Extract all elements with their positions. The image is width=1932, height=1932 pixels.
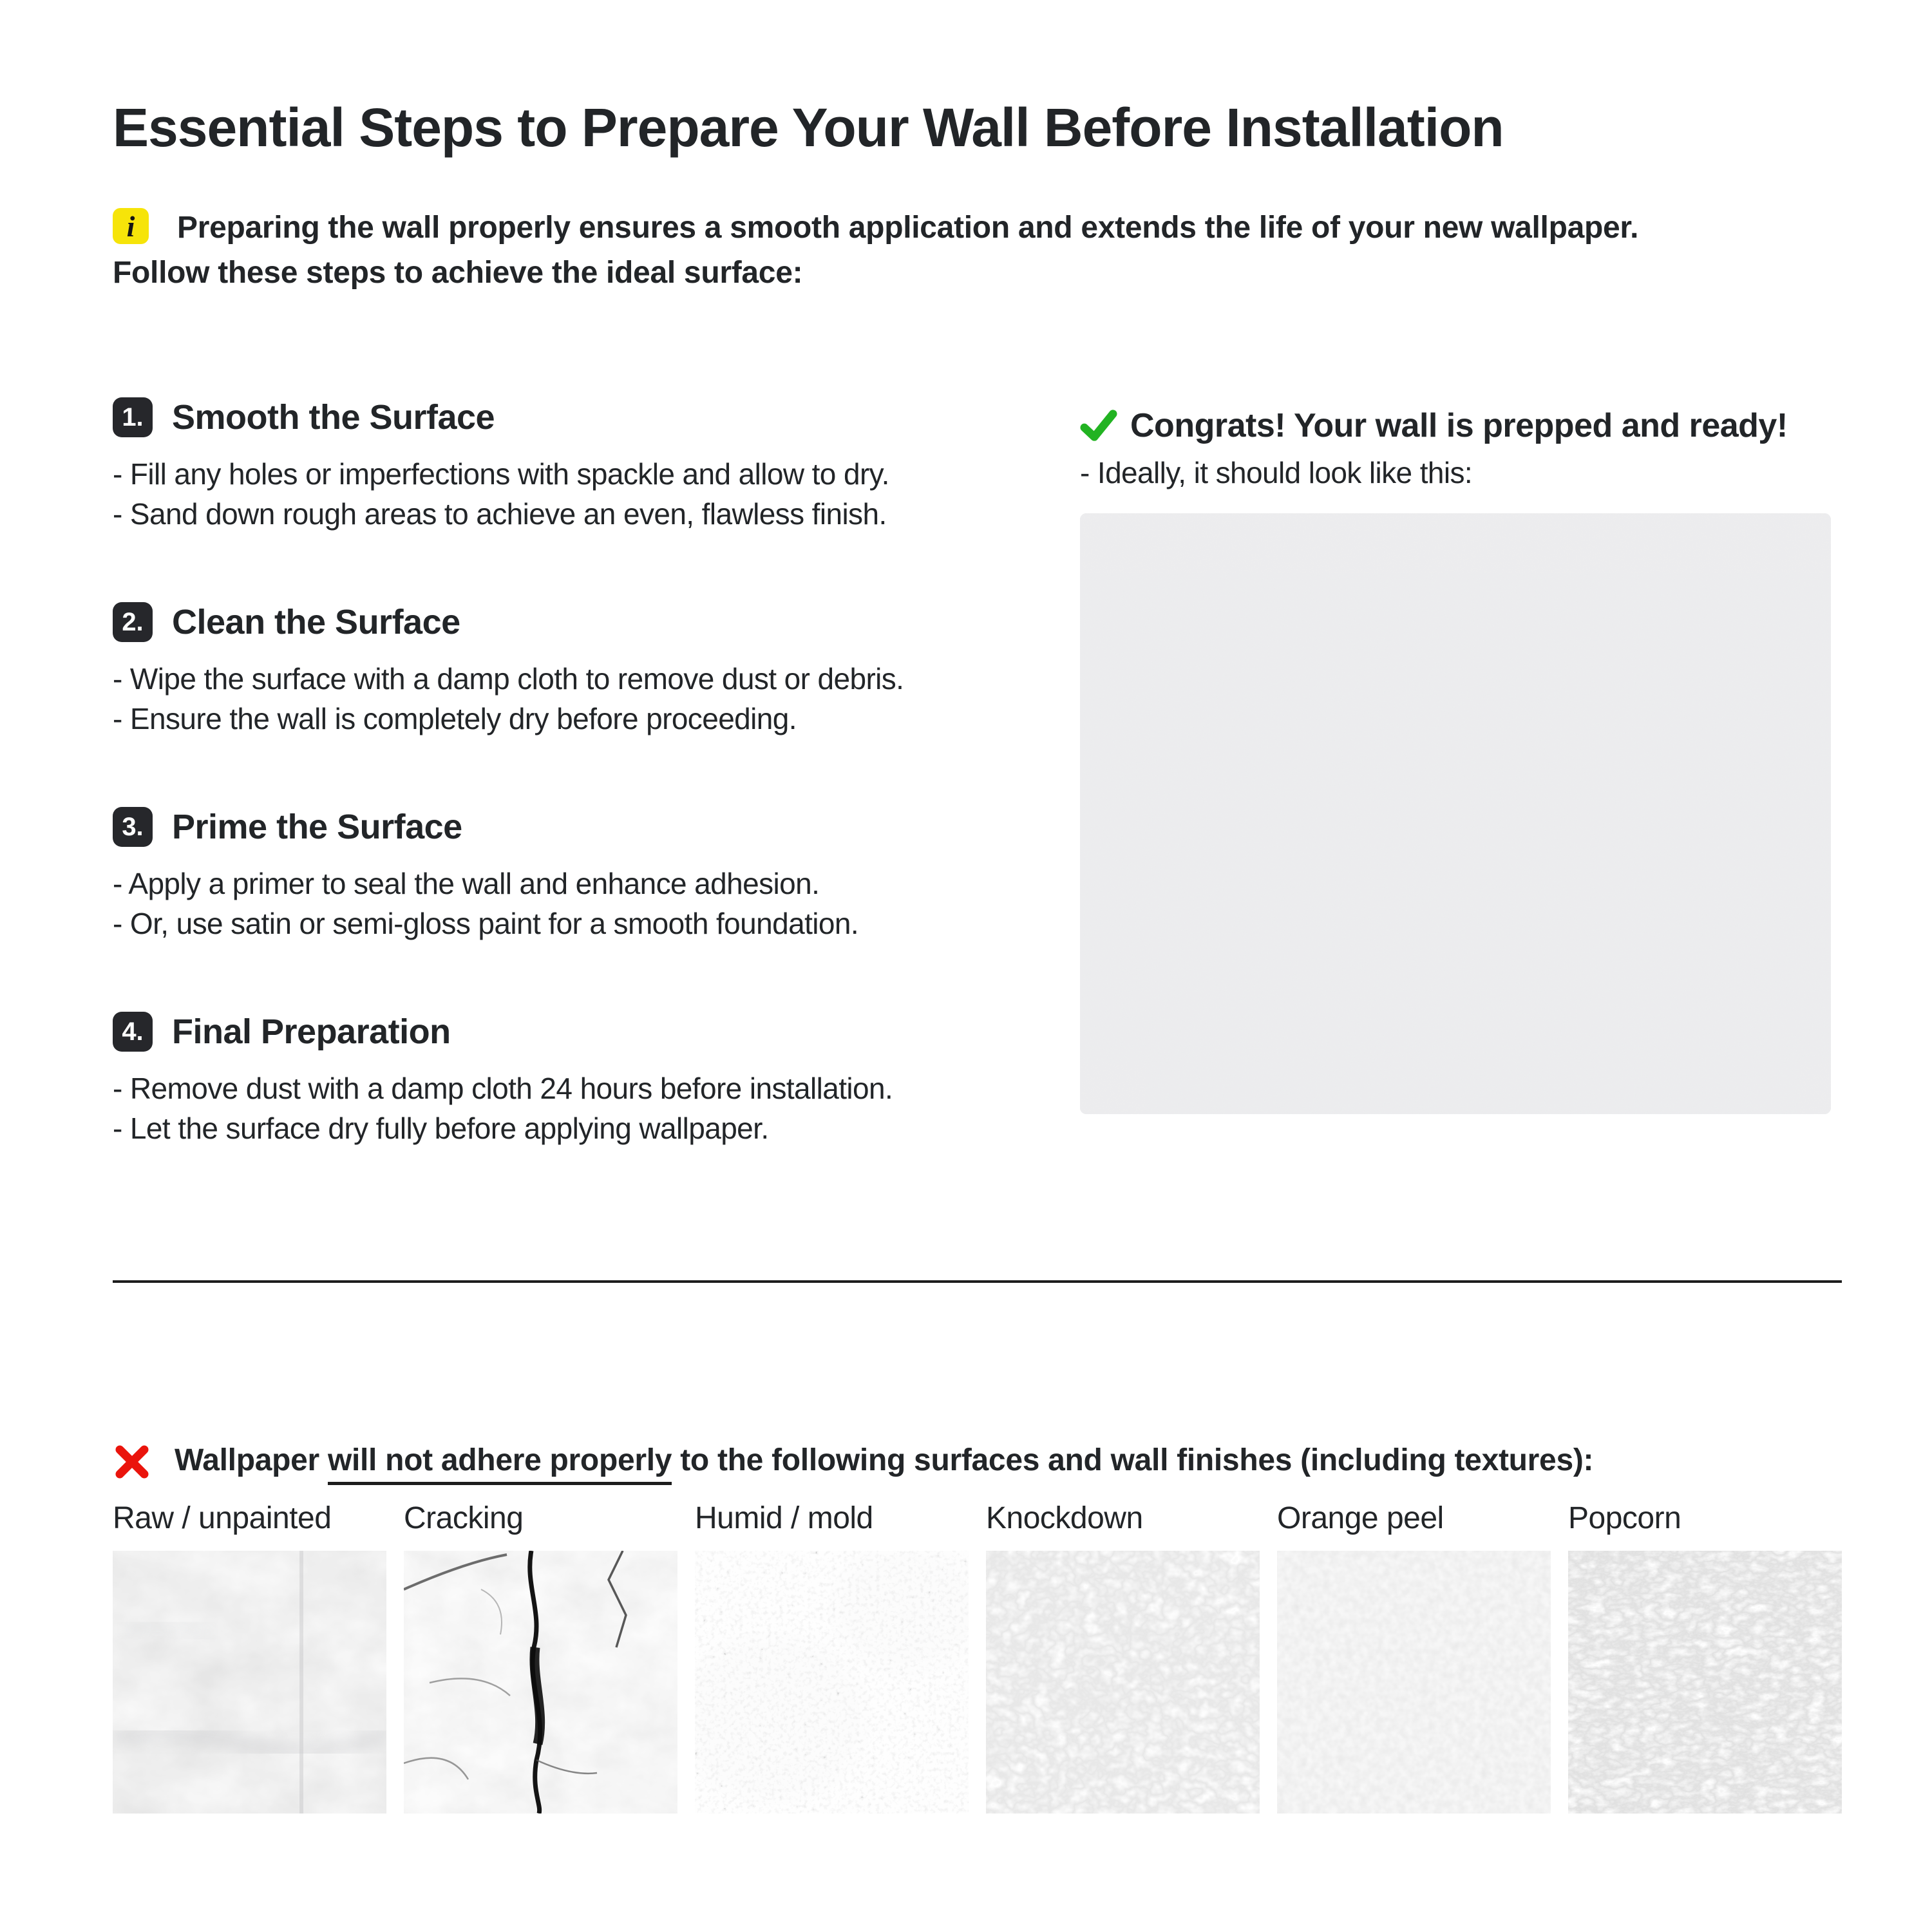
prepped-wall-image xyxy=(1080,513,1831,1114)
surface-knockdown xyxy=(986,1501,1260,1814)
section-divider xyxy=(113,1280,1842,1283)
surface-humid-mold xyxy=(695,1501,969,1814)
success-title: Congrats! Your wall is prepped and ready! xyxy=(1130,407,1788,444)
texture-cracking-image xyxy=(404,1551,677,1814)
step-1-bullet-1: - Fill any holes or imperfections with spackle and allow to dry. xyxy=(113,457,889,491)
check-icon xyxy=(1080,407,1117,444)
texture-raw-unpainted-image xyxy=(113,1551,386,1814)
success-subtitle: - Ideally, it should look like this: xyxy=(1080,456,1473,489)
page-title: Essential Steps to Prepare Your Wall Before Installation xyxy=(113,97,1504,158)
step-3 xyxy=(113,807,1014,943)
step-1-bullet-2: - Sand down rough areas to achieve an even, flawless finish. xyxy=(113,497,887,531)
step-1-number-badge: 1. xyxy=(113,397,153,437)
warning-text xyxy=(175,1441,1593,1480)
warning-text-underlined: will not adhere properly xyxy=(328,1443,672,1485)
content-columns xyxy=(113,397,1842,1148)
surface-label: Humid / mold xyxy=(695,1501,873,1535)
surface-label: Cracking xyxy=(404,1501,524,1535)
info-icon: i xyxy=(113,208,149,244)
step-3-title: Prime the Surface xyxy=(172,808,462,846)
step-1-title: Smooth the Surface xyxy=(172,398,495,437)
step-4-number-badge: 4. xyxy=(113,1012,153,1052)
surface-label: Raw / unpainted xyxy=(113,1501,332,1535)
texture-humid-mold-image xyxy=(695,1551,969,1814)
bad-surfaces-grid xyxy=(113,1501,1842,1814)
texture-knockdown-image xyxy=(986,1551,1260,1814)
step-4-bullet-2: - Let the surface dry fully before applying wallpaper. xyxy=(113,1112,769,1145)
surface-popcorn xyxy=(1568,1501,1842,1814)
step-3-bullet-1: - Apply a primer to seal the wall and enhance adhesion. xyxy=(113,867,820,900)
surface-cracking xyxy=(404,1501,677,1814)
warning-section xyxy=(113,1441,1842,1481)
step-2 xyxy=(113,602,1014,739)
step-3-number-badge: 3. xyxy=(113,807,153,847)
intro-text-line1: Preparing the wall properly ensures a smooth application and extends the life of your new wallpaper. xyxy=(177,211,1639,245)
steps-column xyxy=(113,397,1014,1148)
surface-label: Orange peel xyxy=(1277,1501,1444,1535)
step-4-bullet-1: - Remove dust with a damp cloth 24 hours before installation. xyxy=(113,1072,893,1105)
x-icon xyxy=(113,1443,151,1481)
texture-orange-peel-image xyxy=(1277,1551,1551,1814)
step-1 xyxy=(113,397,1014,534)
surface-label: Knockdown xyxy=(986,1501,1143,1535)
step-4-title: Final Preparation xyxy=(172,1012,451,1051)
intro-text-line2: Follow these steps to achieve the ideal surface: xyxy=(113,256,803,290)
step-4 xyxy=(113,1012,1014,1148)
intro-note xyxy=(113,205,1842,296)
result-column xyxy=(1080,397,1840,1148)
step-2-bullet-2: - Ensure the wall is completely dry before proceeding. xyxy=(113,702,797,735)
step-2-number-badge: 2. xyxy=(113,602,153,642)
step-2-title: Clean the Surface xyxy=(172,603,460,641)
step-3-bullet-2: - Or, use satin or semi-gloss paint for a smooth foundation. xyxy=(113,907,859,940)
warning-text-prefix: Wallpaper xyxy=(175,1443,328,1477)
warning-text-suffix: to the following surfaces and wall finishes (including textures): xyxy=(672,1443,1594,1477)
texture-popcorn-image xyxy=(1568,1551,1842,1814)
step-2-bullet-1: - Wipe the surface with a damp cloth to remove dust or debris. xyxy=(113,662,904,696)
surface-label: Popcorn xyxy=(1568,1501,1681,1535)
surface-orange-peel xyxy=(1277,1501,1551,1814)
surface-raw-unpainted xyxy=(113,1501,386,1814)
